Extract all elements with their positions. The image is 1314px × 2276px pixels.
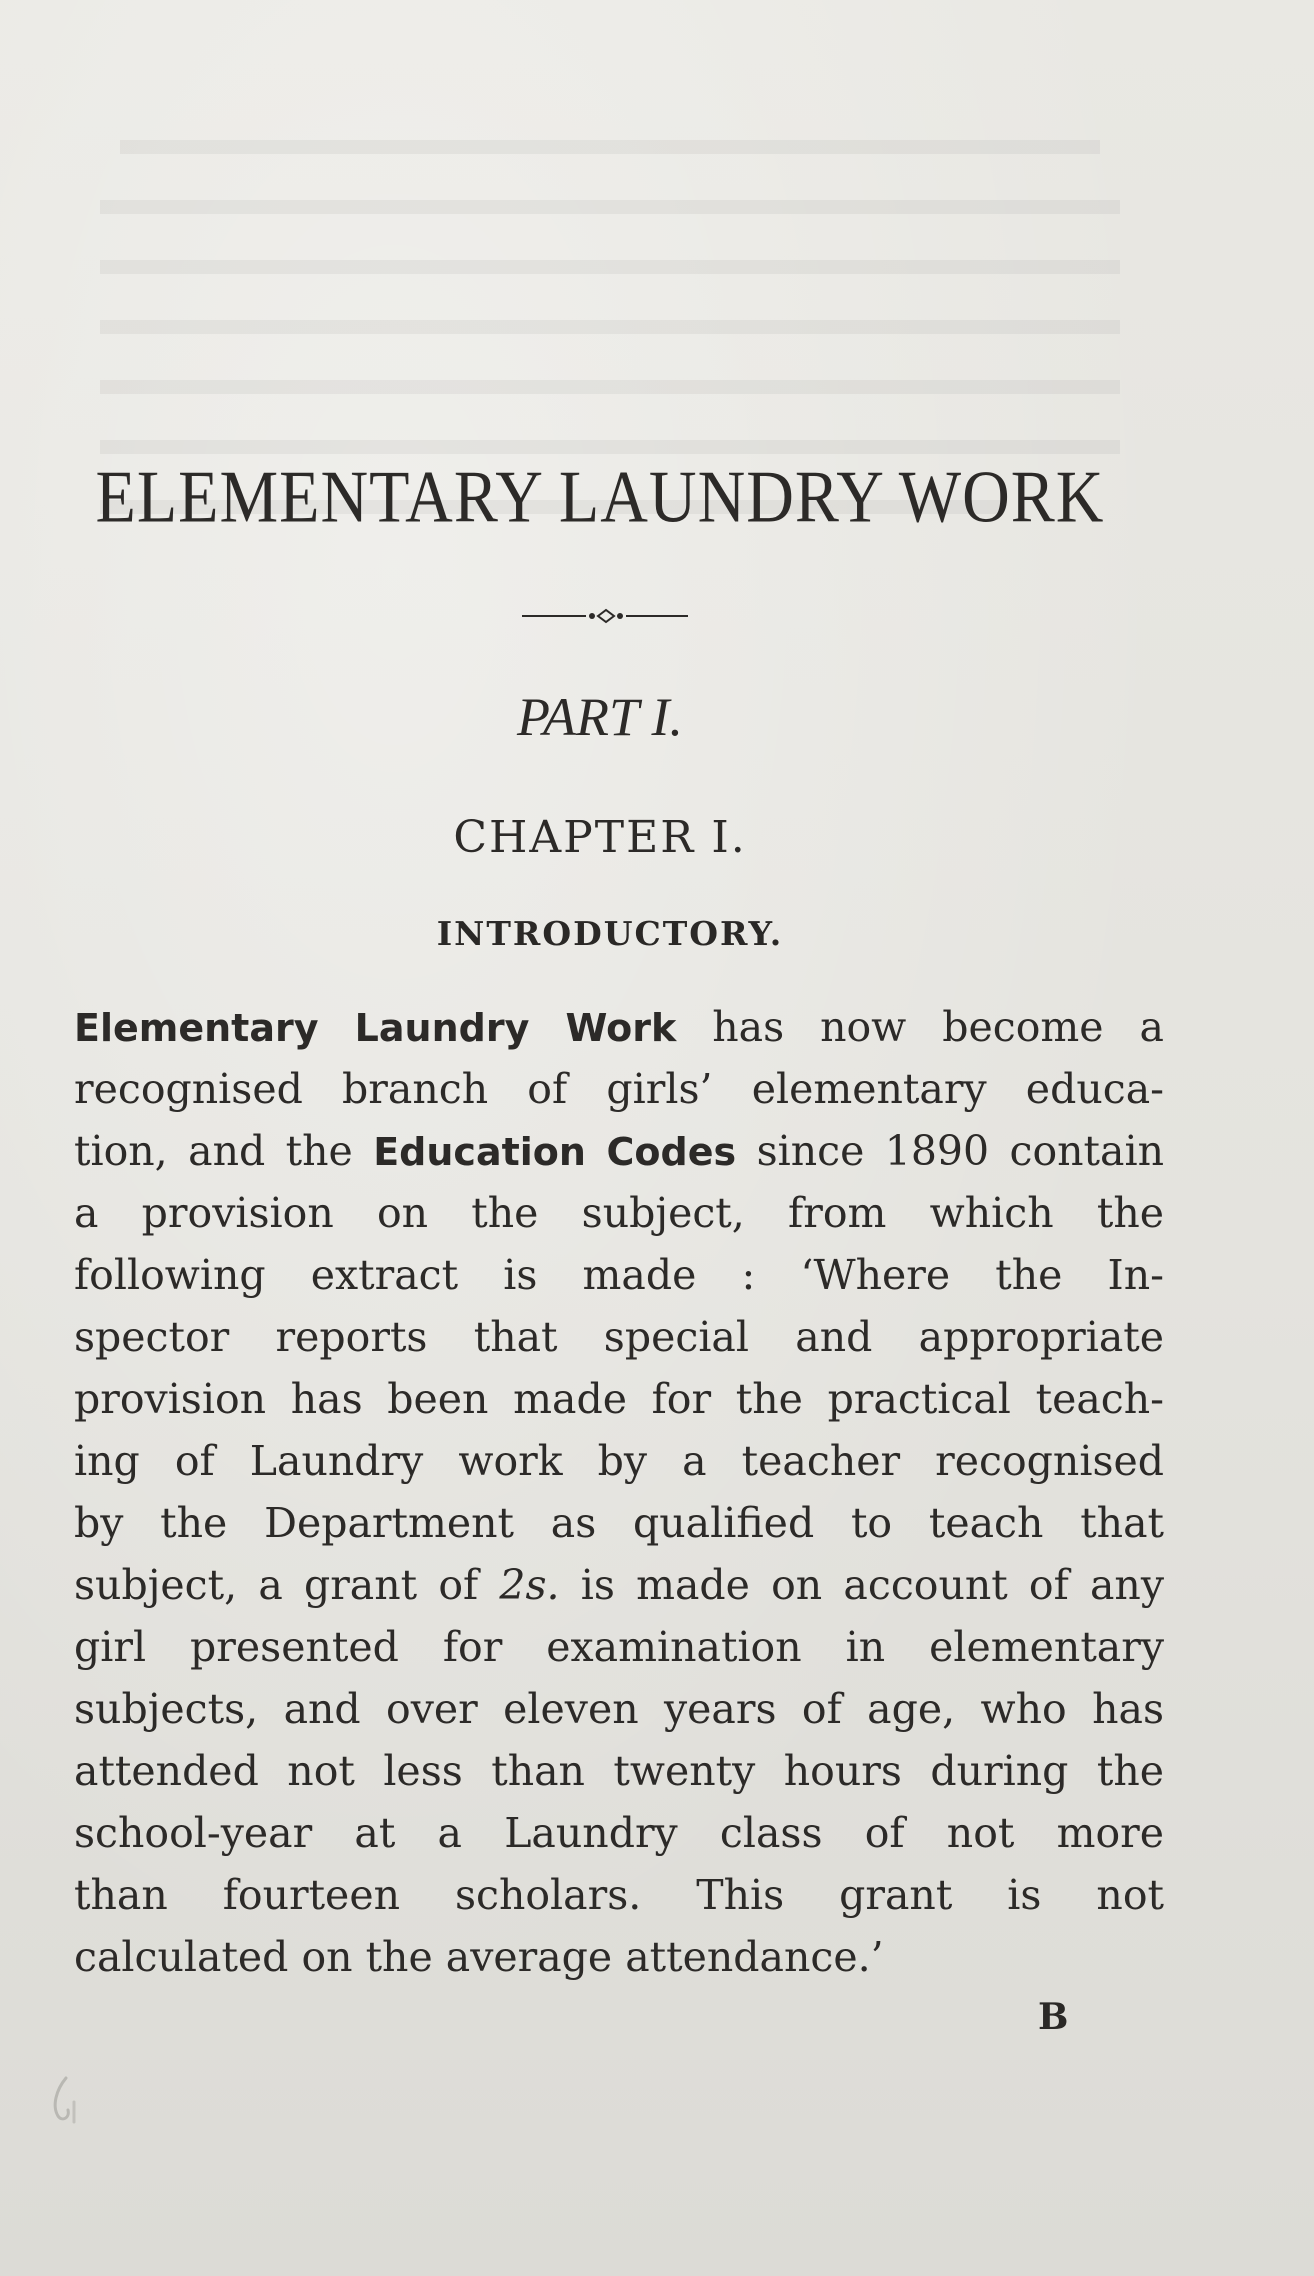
text-line: girl presented for examination in elementary: [74, 1623, 1164, 1671]
text-line: calculated on the average attendance.’: [74, 1933, 884, 1981]
text-line: provision has been made for the practical teach-: [74, 1375, 1164, 1423]
text-line: following extract is made : ‘Where the In-: [74, 1251, 1164, 1299]
text-line: school-year at a Laundry class of not more: [74, 1809, 1164, 1857]
text-line: spector reports that special and appropriate: [74, 1313, 1164, 1361]
text-line: by the Department as qualified to teach that: [74, 1499, 1164, 1547]
text-line: [74, 1554, 1164, 1616]
book-title: ELEMENTARY LAUNDRY WORK: [95, 456, 1105, 539]
bold-phrase: Education Codes: [373, 1130, 737, 1174]
section-heading: INTRODUCTORY.: [436, 914, 784, 953]
divider-ornament: [520, 604, 690, 628]
part-heading: PART I.: [516, 687, 684, 747]
text-line: than fourteen scholars. This grant is not: [74, 1871, 1164, 1919]
italic-amount: 2s.: [499, 1561, 560, 1609]
text-line: [74, 996, 1164, 1058]
signature-mark: B: [1038, 1996, 1069, 2038]
text-line: subjects, and over eleven years of age, who has: [74, 1685, 1164, 1733]
body-paragraph: [74, 996, 1164, 1988]
bold-phrase: Elementary Laundry Work: [74, 1006, 677, 1050]
pencil-mark-icon: [44, 2072, 84, 2128]
text-segment: is made on account of any: [580, 1561, 1164, 1609]
text-line: [74, 1120, 1164, 1182]
text-line: recognised branch of girls’ elementary educa-: [74, 1065, 1164, 1113]
chapter-heading: CHAPTER I.: [453, 812, 747, 863]
text-segment: tion, and the: [74, 1127, 353, 1175]
text-segment: has now become a: [712, 1003, 1164, 1051]
text-line: attended not less than twenty hours during the: [74, 1747, 1164, 1795]
text-line: ing of Laundry work by a teacher recognised: [74, 1437, 1164, 1485]
text-segment: since 1890 contain: [756, 1127, 1164, 1175]
text-segment: subject, a grant of: [74, 1561, 479, 1609]
text-line: a provision on the subject, from which the: [74, 1189, 1164, 1237]
